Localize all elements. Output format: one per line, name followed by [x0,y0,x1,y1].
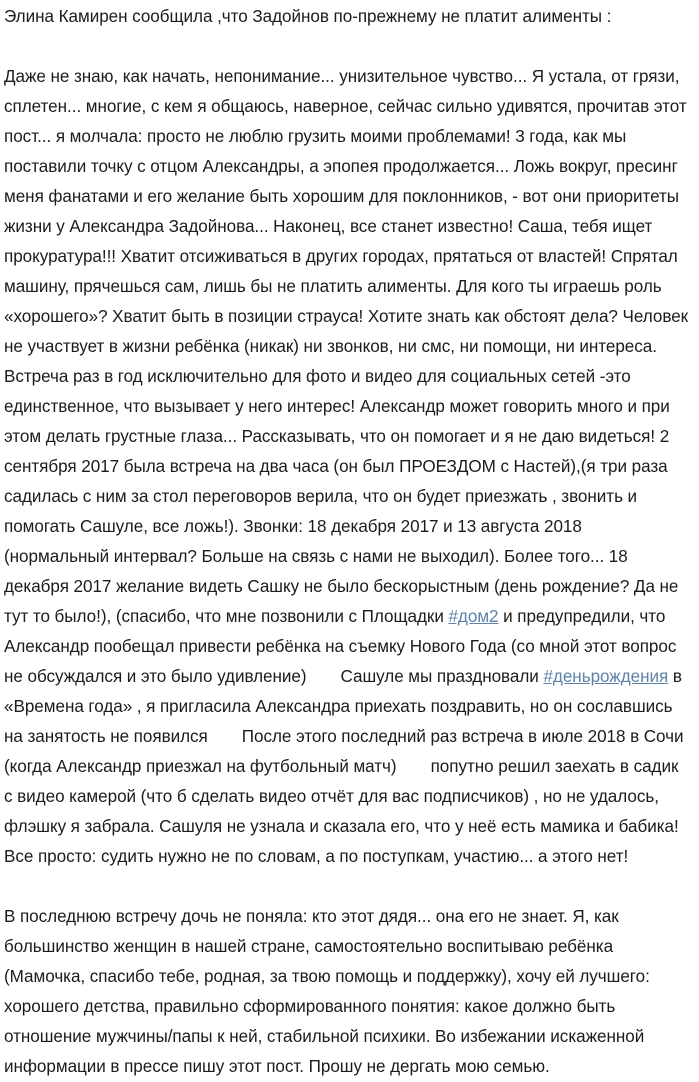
body-text-segment-3: Сашуле мы праздновали [340,667,544,686]
post-body-paragraph-1 [4,62,693,872]
post-body-paragraph-2: В последнюю встречу дочь не поняла: кто этот дядя... она его не знает. Я, как большинство женщин в нашей стране, самостоятельно воспитываю ребёнка (Мамочка, спасибо тебе, родная, за твою помощь и поддержку), хочу ей лучшего: хорошего детства, правильно сформированного понятия: какое должно быть отношение мужчины/папы к ней, стабильной психики. Во избежании искаженной информации в прессе пишу этот пост. Прошу не дергать мою семью. [4,907,655,1076]
body-text-segment-2: и предупредили, что Александр пообещал привести ребёнка на съемку Нового Года (со мной этот вопрос не обсуждался и это было удивление) [4,607,681,686]
body-text-segment-4: в «Времена года» , я пригласила Александра приехать поздравить, но он сославшись на занятость не появился [4,667,687,746]
body-text-segment-5: После этого последний раз встреча в июле 2018 в Сочи (когда Александр приезжал на футбольный матч) [4,727,689,776]
body-text-segment-1: Даже не знаю, как начать, непонимание... унизительное чувство... Я устала, от грязи, сплетен... многие, с кем я общаюсь, наверное, сейчас сильно удивятся, прочитав этот пост... я молчала: просто не люблю грузить моими проблемами! 3 года, как мы поставили точку с отцом Александры, а эпопея продолжается... Ложь вокруг, пресинг меня фанатами и его желание быть хорошим для поклонников, - вот они приоритеты жизни у Александра Задойнова... Наконец, все станет известно! Саша, тебя ищет прокуратура!!! Хватит отсиживаться в других городах, прятаться от властей! Спрятал машину, прячешься сам, лишь бы не платить алименты. Для кого ты играешь роль «хорошего»? Хватит быть в позиции страуса! Хотите знать как обстоят дела? Человек не участвует в жизни ребёнка (никак) ни звонков, ни смс, ни помощи, ни интереса. Встреча раз в год исключительно для фото и видео для социальных сетей -это единственное, что вызывает у него интерес! Александр может говорить много и при этом делать грустные глаза... Рассказывать, что он помогает и я не даю видеться! 2 сентября 2017 была встреча на два часа (он был ПРОЕЗДОМ с Настей),(я три раза садилась с ним за стол переговоров верила, что он будет приезжать , звонить и помогать Сашуле, все ложь!). Звонки: 18 декабря 2017 и 13 августа 2018 (нормальный интервал? Больше на связь с нами не выходил). Более того... 18 декабря 2017 желание видеть Сашку не было бескорыстным (день рождение? Да не тут то было!), (спасибо, что мне позвонили с Площадки [4,67,693,626]
hashtag-dom2[interactable]: #дом2 [448,607,499,626]
hashtag-denrozhdeniya[interactable]: #деньрождения [543,667,669,686]
body-text-segment-6: попутно решил заехать в садик с видео камерой (что б сделать видео отчёт для вас подписчиков) , но не удалось, флэшку я забрала. Сашуля не узнала и сказала его, что у неё есть мамика и бабика! Все просто: судить нужно не по словам, а по поступкам, участию... а этого нет! [4,757,684,866]
post-headline: Элина Камирен сообщила ,что Задойнов по-прежнему не платит алименты : [4,7,612,26]
